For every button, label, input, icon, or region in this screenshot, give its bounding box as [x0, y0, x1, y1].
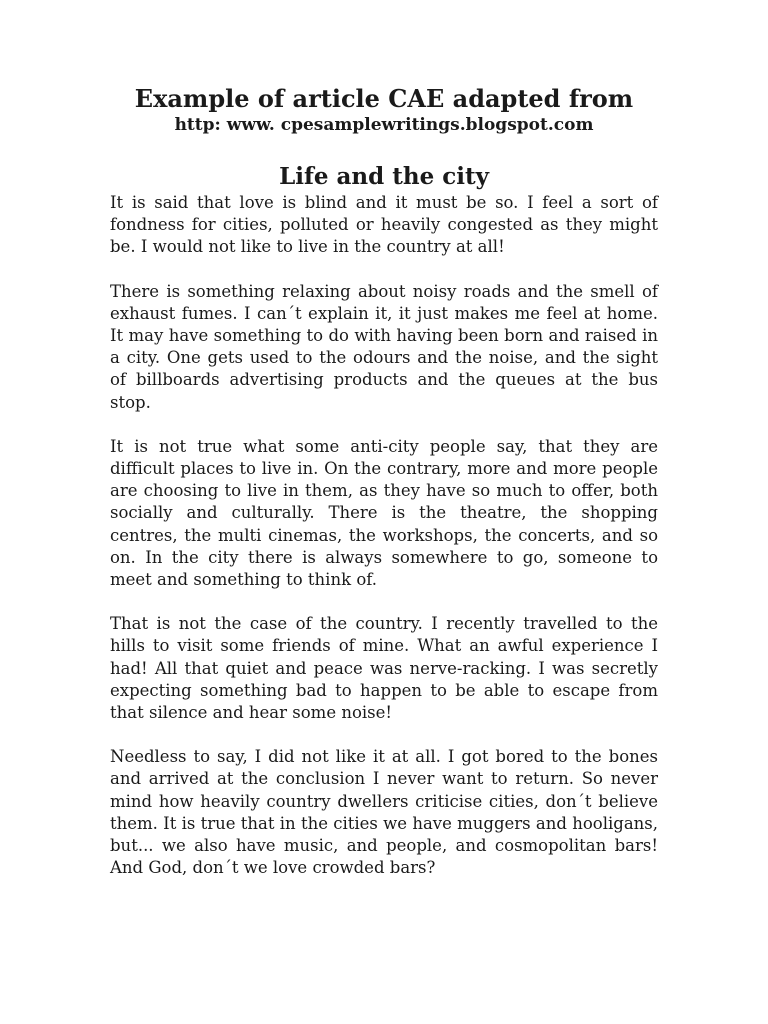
paragraph-3: It is not true what some anti-city people say, that they are difficult places to live in. On the contrary, more and more people are choosing to live in them, as they have so much to offer, both socially and culturally. There is the theatre, the shopping centres, the multi cinemas, the workshops, the concerts, and so on. In the city there is always somewhere to go, someone to meet and something to think of.	[110, 436, 658, 590]
source-url: http: www. cpesamplewritings.blogspot.com	[174, 115, 594, 135]
paragraph-1: It is said that love is blind and it must be so. I feel a sort of fondness for cities, polluted or heavily congested as they might be. I would not like to live in the country at all!	[110, 193, 658, 257]
document-title: Example of article CAE adapted from	[134, 84, 634, 113]
article-body	[110, 192, 658, 901]
paragraph-4: That is not the case of the country. I recently travelled to the hills to visit some friends of mine. What an awful experience I had! All that quiet and peace was nerve-racking. I was secretly expecting something bad to happen to be able to escape from that silence and hear some noise!	[110, 614, 658, 723]
paragraph-5: Needless to say, I did not like it at all. I got bored to the bones and arrived at the conclusion I never want to return. So never mind how heavily country dwellers criticise cities, don´t believe them. It is true that in the cities we have muggers and hooligans, but... we also have music, and people, and cosmopolitan bars! And God, don´t we love crowded bars?	[110, 747, 658, 878]
article-title: Life and the city	[279, 163, 489, 190]
paragraph-2: There is something relaxing about noisy roads and the smell of exhaust fumes. I can´t explain it, it just makes me feel at home. It may have something to do with having been born and raised in a city. One gets used to the odours and the noise, and the sight of billboards advertising products and the queues at the bus stop.	[110, 281, 658, 412]
